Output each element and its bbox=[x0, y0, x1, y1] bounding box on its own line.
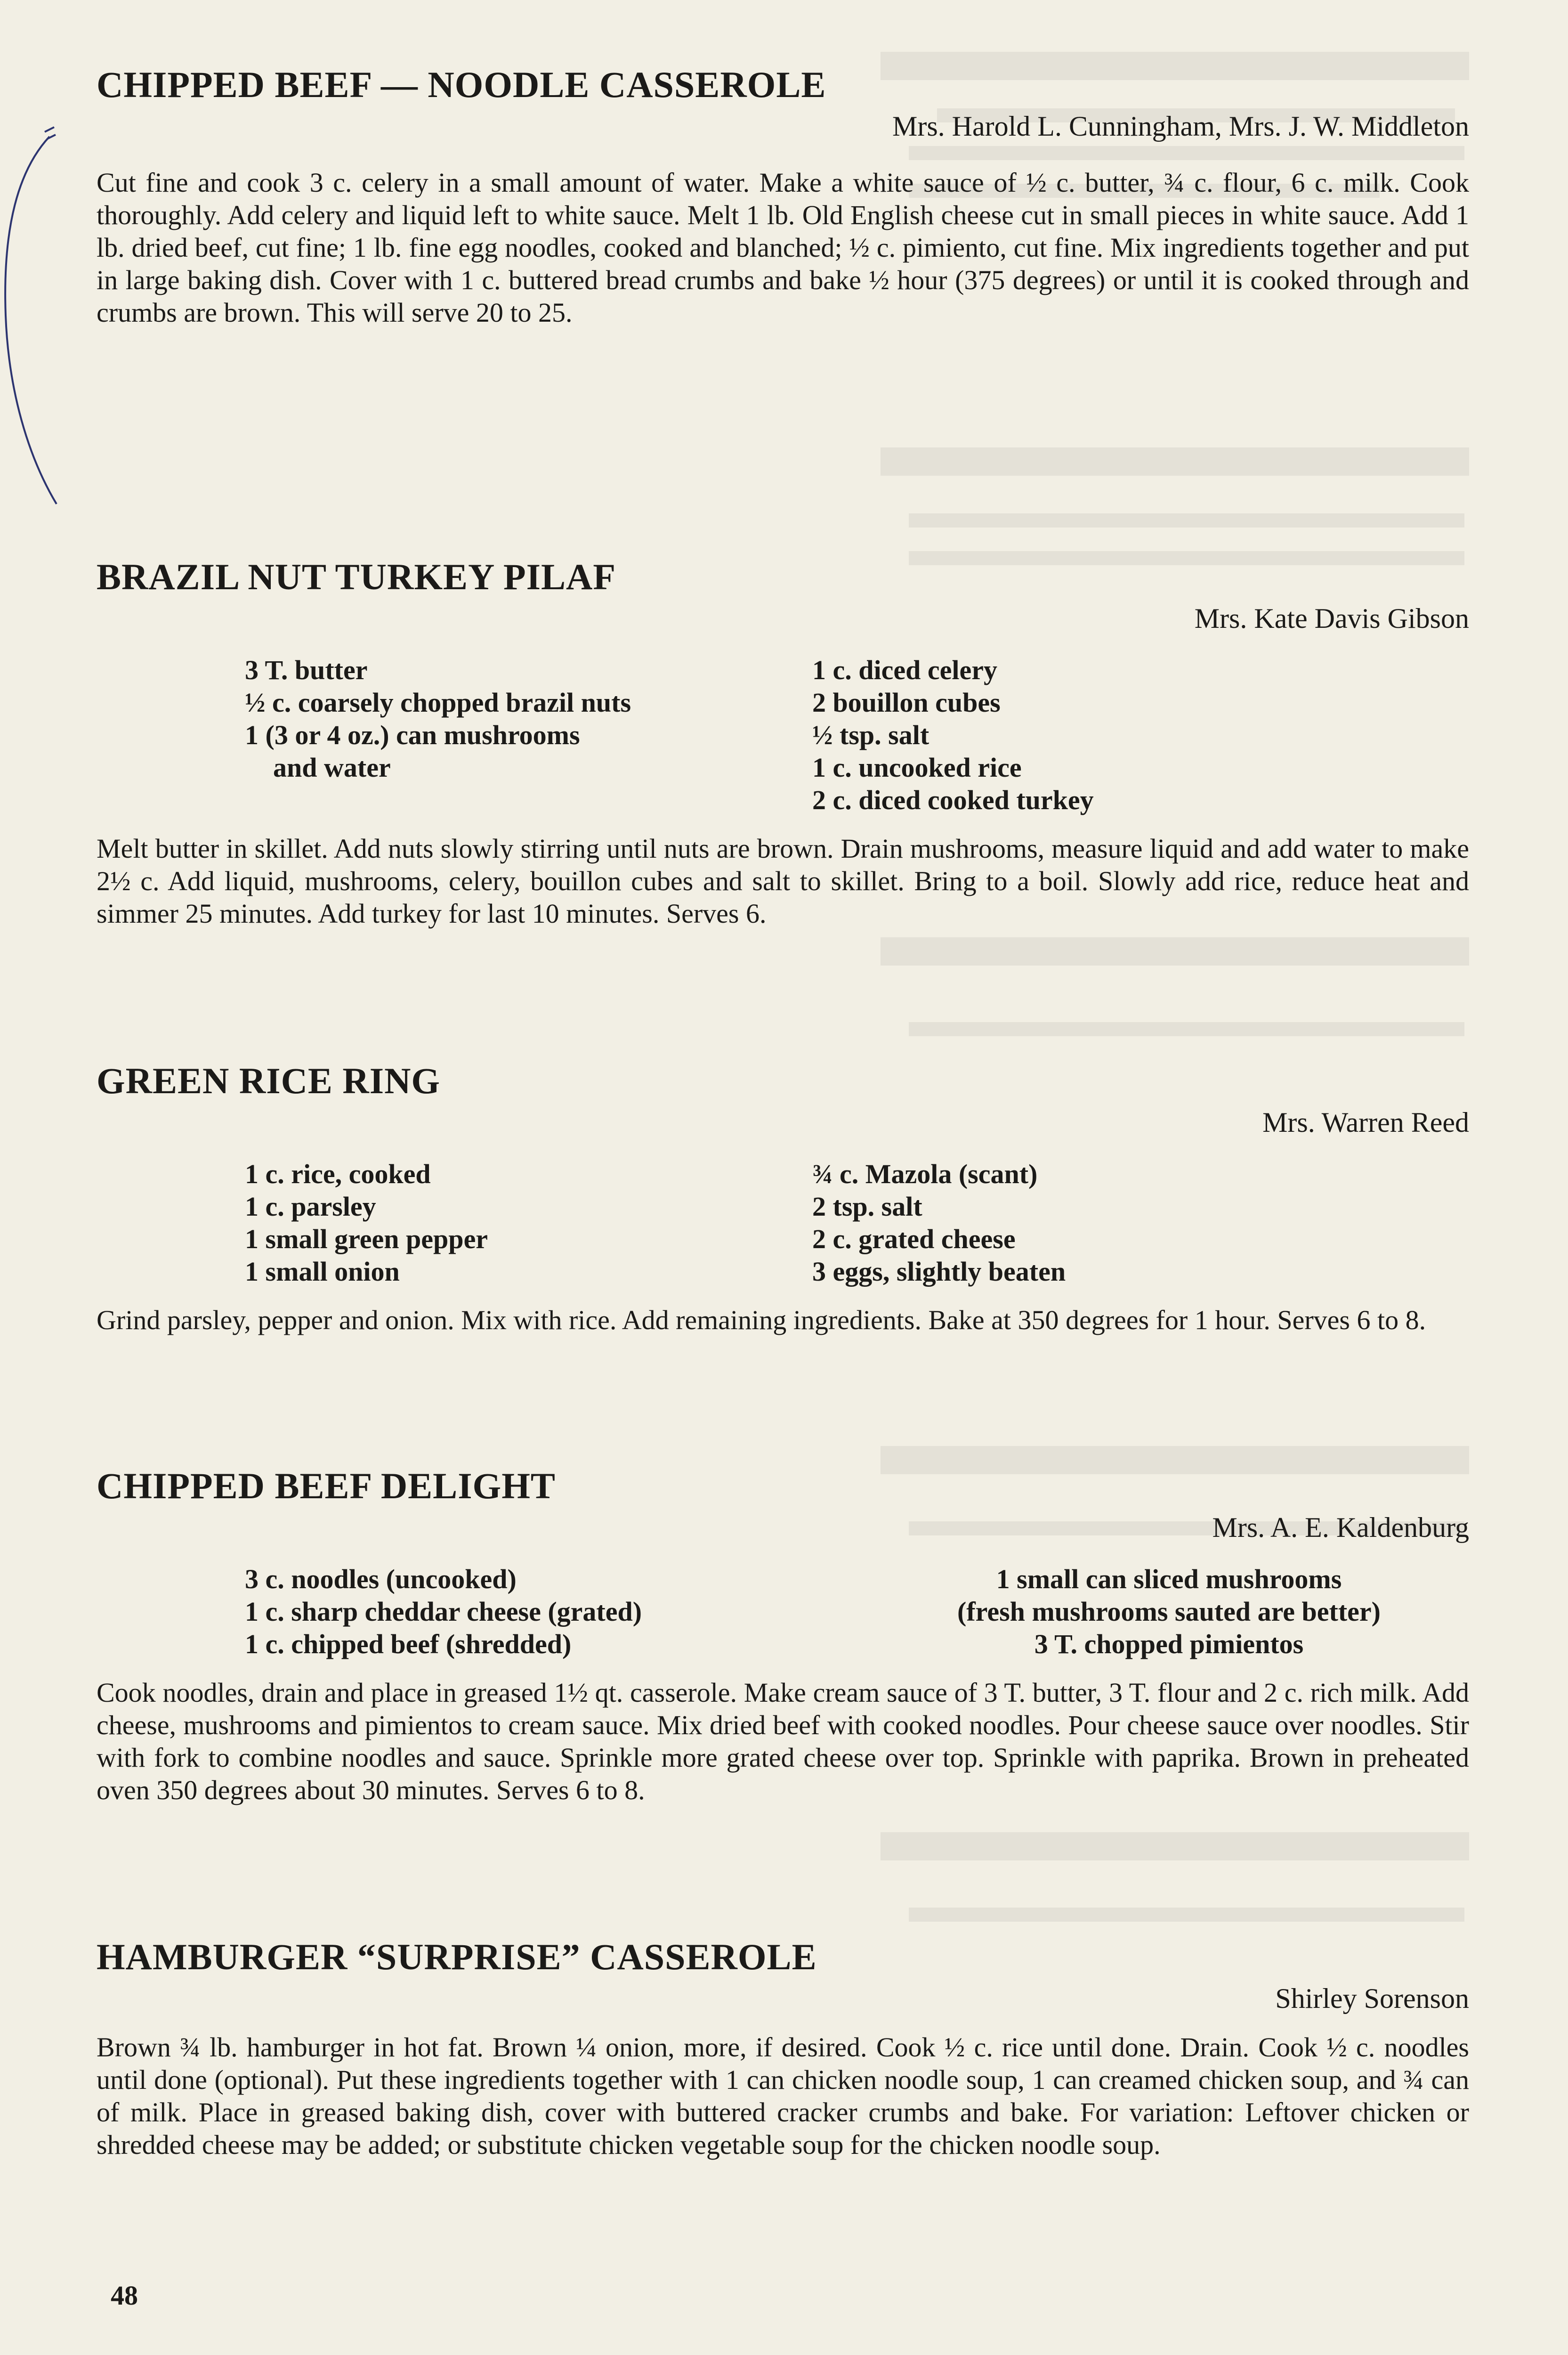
ingredients-left bbox=[97, 654, 812, 816]
recipe-author: Shirley Sorenson bbox=[1275, 1983, 1469, 2014]
ingredients-right bbox=[812, 654, 1469, 816]
ingredient: 1 (3 or 4 oz.) can mushrooms bbox=[245, 720, 580, 750]
recipe-directions: Cook noodles, drain and place in greased 1½ qt. casserole. Make cream sauce of 3 T. butter, 3 T. flour and 2 c. rich milk. Add cheese, mushrooms and pimientos to cream sauce. Mix dried beef with cooked noodles. Pour cheese sauce over noodles. Stir with fork to combine noodles and sauce. Sprinkle more grated cheese over top. Sprinkle with paprika. Brown in preheated oven 350 degrees about 30 minutes. Serves 6 to 8. bbox=[97, 1677, 1469, 1805]
ingredient-list bbox=[97, 1563, 1469, 1660]
recipe-author: Mrs. Kate Davis Gibson bbox=[1194, 603, 1469, 634]
ingredient: ½ c. coarsely chopped brazil nuts bbox=[245, 687, 631, 718]
recipe-title: BRAZIL NUT TURKEY PILAF bbox=[97, 556, 616, 597]
ingredient-list bbox=[97, 1158, 1469, 1288]
ingredient: 3 T. butter bbox=[245, 655, 368, 685]
ingredient: 1 small can sliced mushrooms bbox=[996, 1564, 1342, 1594]
ingredients-left bbox=[97, 1563, 869, 1660]
ingredient: 1 small green pepper bbox=[245, 1224, 488, 1254]
ingredient: 2 tsp. salt bbox=[812, 1191, 922, 1222]
ingredient: 2 c. grated cheese bbox=[812, 1224, 1016, 1254]
recipe-chipped-beef-delight bbox=[97, 1465, 1469, 1834]
recipe-title: CHIPPED BEEF — NOODLE CASSEROLE bbox=[97, 64, 826, 105]
ingredients-left bbox=[97, 1158, 812, 1288]
pen-mark bbox=[0, 118, 66, 523]
recipe-title: HAMBURGER “SURPRISE” CASSEROLE bbox=[97, 1936, 817, 1977]
ingredient: 2 c. diced cooked turkey bbox=[812, 785, 1094, 815]
recipe-author: Mrs. Warren Reed bbox=[1262, 1107, 1469, 1138]
ingredient: ¾ c. Mazola (scant) bbox=[812, 1159, 1038, 1189]
ingredient: 1 small onion bbox=[245, 1256, 400, 1287]
recipe-title: CHIPPED BEEF DELIGHT bbox=[97, 1465, 556, 1506]
ingredient: 3 T. chopped pimientos bbox=[1034, 1629, 1304, 1659]
ingredient: (fresh mushrooms sauted are better) bbox=[957, 1596, 1381, 1627]
ingredient: 1 c. chipped beef (shredded) bbox=[245, 1629, 572, 1659]
recipe-directions: Grind parsley, pepper and onion. Mix with rice. Add remaining ingredients. Bake at 350 degrees for 1 hour. Serves 6 to 8. bbox=[97, 1305, 1426, 1335]
recipe-brazil-nut-turkey-pilaf bbox=[97, 556, 1469, 957]
recipe-author: Mrs. A. E. Kaldenburg bbox=[1212, 1512, 1469, 1543]
ingredient: 1 c. rice, cooked bbox=[245, 1159, 431, 1189]
ingredient-list bbox=[97, 654, 1469, 816]
ingredient: 1 c. sharp cheddar cheese (grated) bbox=[245, 1596, 642, 1627]
recipe-title: GREEN RICE RING bbox=[97, 1060, 441, 1101]
recipe-hamburger-surprise-casserole bbox=[97, 1936, 1469, 2188]
ingredient: ½ tsp. salt bbox=[812, 720, 929, 750]
ingredient: and water bbox=[273, 752, 391, 783]
ingredient: 2 bouillon cubes bbox=[812, 687, 1001, 718]
ingredients-right bbox=[812, 1158, 1469, 1288]
ingredient: 1 c. parsley bbox=[245, 1191, 376, 1222]
ingredient: 1 c. diced celery bbox=[812, 655, 997, 685]
recipe-directions: Cut fine and cook 3 c. celery in a small amount of water. Make a white sauce of ½ c. butter, ¾ c. flour, 6 c. milk. Cook thoroughly. Add celery and liquid left to white sauce. Melt 1 lb. Old English cheese cut in small pieces in white sauce. Add 1 lb. dried beef, cut fine; 1 lb. fine egg noodles, cooked and blanched; ½ c. pimiento, cut fine. Mix ingredients together and put in large baking dish. Cover with 1 c. buttered bread crumbs and bake ½ hour (375 degrees) or until it is cooked through and crumbs are brown. This will serve 20 to 25. bbox=[97, 167, 1469, 328]
ingredient: 3 eggs, slightly beaten bbox=[812, 1256, 1066, 1287]
recipe-green-rice-ring bbox=[97, 1060, 1469, 1364]
page-number: 48 bbox=[111, 2280, 138, 2311]
recipe-chipped-beef-noodle-casserole bbox=[97, 64, 1469, 356]
recipe-directions: Brown ¾ lb. hamburger in hot fat. Brown ¼ onion, more, if desired. Cook ½ c. rice until done. Drain. Cook ½ c. noodles until done (optional). Put these ingredients together with 1 can chicken noodle soup, 1 can creamed chicken soup, and ¾ can of milk. Place in greased baking dish, cover with buttered cracker crumbs and bake. For variation: Leftover chicken or shredded cheese may be added; or substitute chicken vegetable soup for the chicken noodle soup. bbox=[97, 2032, 1469, 2160]
ingredient: 3 c. noodles (uncooked) bbox=[245, 1564, 517, 1594]
recipe-author: Mrs. Harold L. Cunningham, Mrs. J. W. Middleton bbox=[892, 111, 1469, 142]
ingredients-right bbox=[869, 1563, 1469, 1660]
ingredient: 1 c. uncooked rice bbox=[812, 752, 1022, 783]
recipe-directions: Melt butter in skillet. Add nuts slowly stirring until nuts are brown. Drain mushrooms, measure liquid and add water to make 2½ c. Add liquid, mushrooms, celery, bouillon cubes and salt to skillet. Bring to a boil. Slowly add rice, reduce heat and simmer 25 minutes. Add turkey for last 10 minutes. Serves 6. bbox=[97, 833, 1469, 929]
